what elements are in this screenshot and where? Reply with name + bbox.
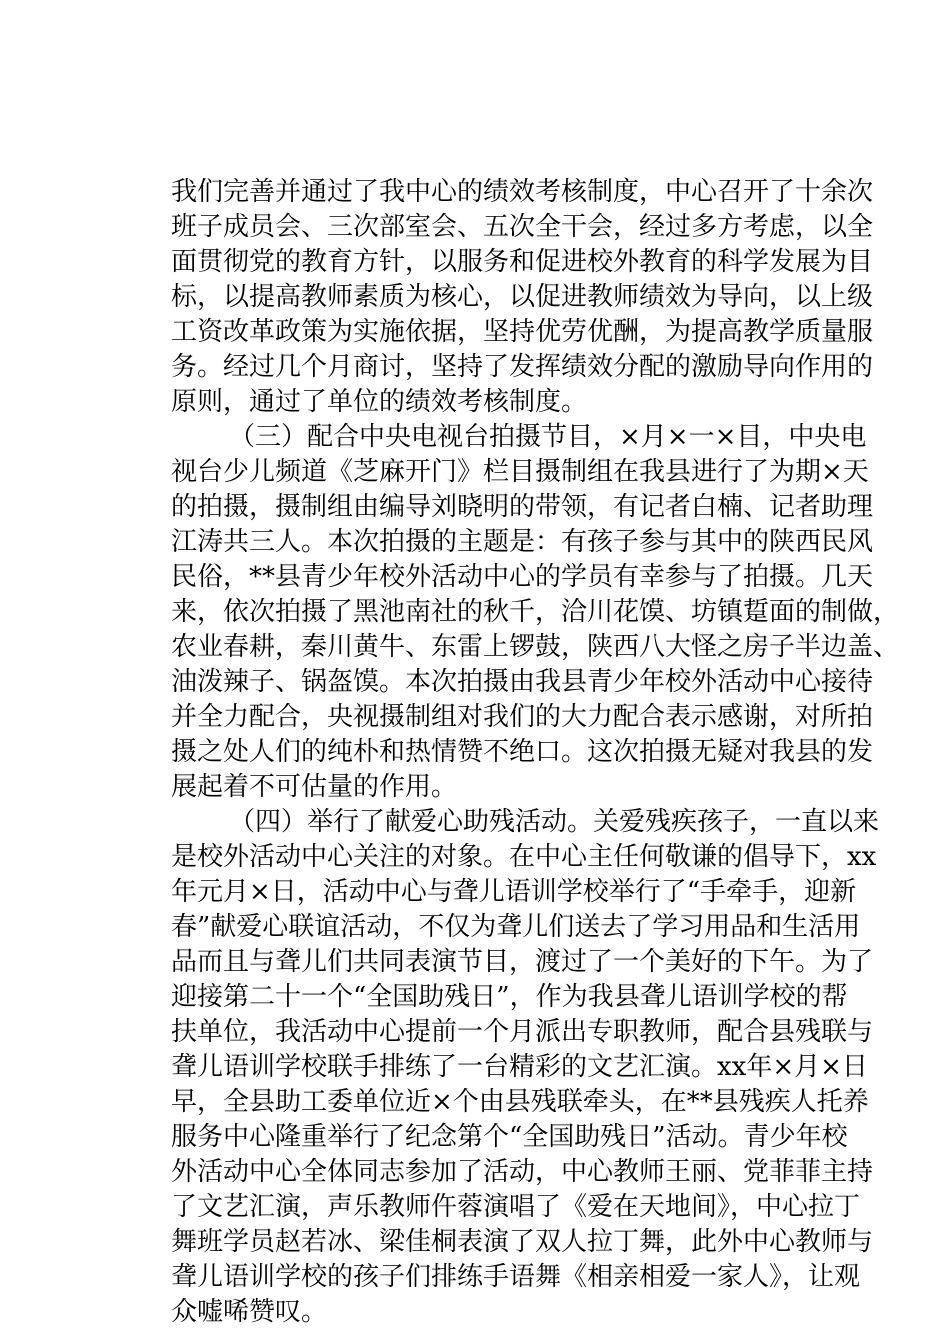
- text-line: 并全力配合，央视摄制组对我们的大力配合表示感谢，对所拍: [171, 702, 874, 732]
- text-line: 班子成员会、三次部室会、五次全干会，经过多方考虑，以全: [171, 212, 874, 242]
- text-line: 标，以提高教师素质为核心，以促进教师绩效为导向，以上级: [171, 282, 874, 312]
- text-line: 众嘘唏赞叹。: [171, 1297, 328, 1327]
- text-line: 早，全县助工委单位近×个由县残联牵头，在**县残疾人托养: [171, 1087, 869, 1117]
- text-line: 原则，通过了单位的绩效考核制度。: [171, 387, 588, 417]
- paragraph-start-line: （四）举行了献爱心助残活动。关爱残疾孩子，一直以来: [229, 807, 880, 837]
- text-line: 了文艺汇演，声乐教师仵蓉演唱了《爱在天地间》，中心拉丁: [171, 1192, 861, 1222]
- text-line: 的拍摄，摄制组由编导刘晓明的带领，有记者白楠、记者助理: [171, 492, 874, 522]
- text-line: 面贯彻党的教育方针，以服务和促进校外教育的科学发展为目: [171, 247, 874, 277]
- text-line: 工资改革政策为实施依据，坚持优劳优酬，为提高教学质量服: [171, 317, 874, 347]
- text-line: 展起着不可估量的作用。: [171, 772, 458, 802]
- text-line: 来，依次拍摄了黑池南社的秋千，洽川花馍、坊镇踅面的制做，: [171, 597, 900, 627]
- text-line: 舞班学员赵若冰、梁佳桐表演了双人拉丁舞，此外中心教师与: [171, 1227, 874, 1257]
- text-line: 江涛共三人。本次拍摄的主题是：有孩子参与其中的陕西民风: [171, 527, 874, 557]
- text-line: 油泼辣子、锅盔馍。本次拍摄由我县青少年校外活动中心接待: [171, 667, 874, 697]
- text-line: 迎接第二十一个“全国助残日”，作为我县聋儿语训学校的帮: [171, 982, 848, 1012]
- text-line: 扶单位，我活动中心提前一个月派出专职教师，配合县残联与: [171, 1017, 874, 1047]
- text-line: 我们完善并通过了我中心的绩效考核制度，中心召开了十余次: [171, 177, 874, 207]
- text-line: 摄之处人们的纯朴和热情赞不绝口。这次拍摄无疑对我县的发: [171, 737, 874, 767]
- text-line: 聋儿语训学校的孩子们排练手语舞《相亲相爱一家人》，让观: [171, 1262, 861, 1292]
- text-line: 服务中心隆重举行了纪念第个“全国助残日”活动。青少年校: [171, 1122, 848, 1152]
- text-line: 外活动中心全体同志参加了活动，中心教师王丽、党菲菲主持: [171, 1157, 874, 1187]
- text-line: 农业春耕，秦川黄牛、东雷上锣鼓，陕西八大怪之房子半边盖、: [171, 632, 900, 662]
- text-line: 是校外活动中心关注的对象。在中心主任何敬谦的倡导下，xx: [171, 842, 877, 872]
- text-line: 品而且与聋儿们共同表演节目，渡过了一个美好的下午。为了: [171, 947, 874, 977]
- text-line: 民俗，**县青少年校外活动中心的学员有幸参与了拍摄。几天: [171, 562, 874, 592]
- paragraph-start-line: （三）配合中央电视台拍摄节目，×月×一×目，中央电: [229, 422, 867, 452]
- text-line: 视台少儿频道《芝麻开门》栏目摄制组在我县进行了为期×天: [171, 457, 869, 487]
- text-line: 年元月×日，活动中心与聋儿语训学校举行了“手牵手，迎新: [171, 877, 857, 907]
- text-line: 春”献爱心联谊活动，不仅为聋儿们送去了学习用品和生活用: [171, 912, 861, 942]
- text-line: 聋儿语训学校联手排练了一台精彩的文艺汇演。xx年×月×日: [171, 1052, 868, 1082]
- text-line: 务。经过几个月商讨，坚持了发挥绩效分配的激励导向作用的: [171, 352, 874, 382]
